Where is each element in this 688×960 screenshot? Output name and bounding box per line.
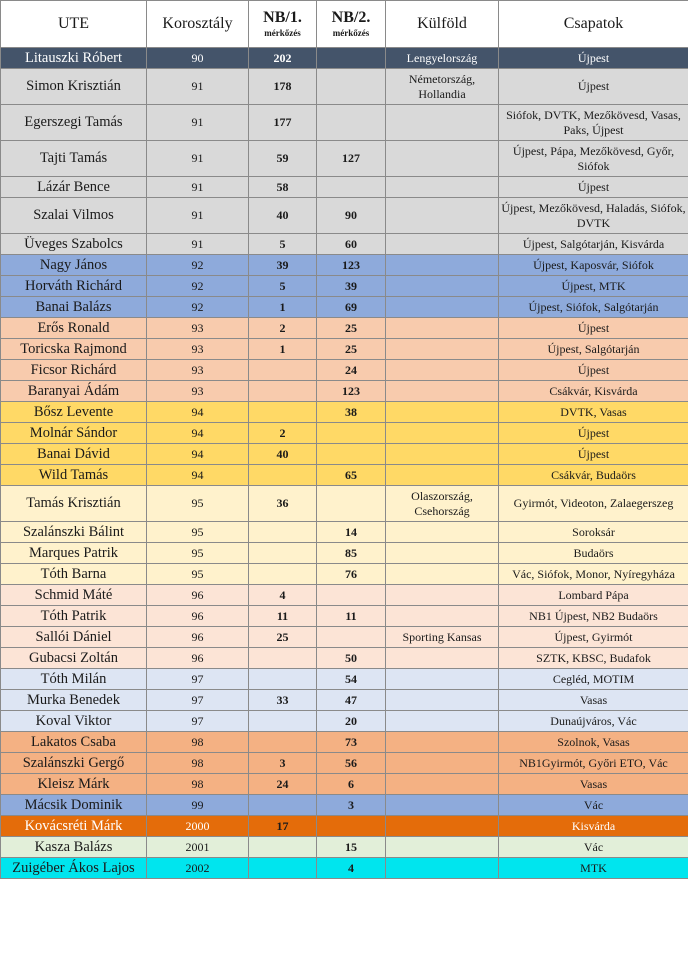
teams-list: Újpest: [499, 177, 688, 198]
nb1-matches: 5: [249, 234, 317, 255]
nb2-matches: 47: [317, 690, 386, 711]
abroad-clubs: [386, 105, 499, 141]
nb1-matches: 58: [249, 177, 317, 198]
nb2-matches: [317, 585, 386, 606]
table-row: [1, 423, 688, 444]
teams-list: Kisvárda: [499, 816, 688, 837]
table-row: [1, 141, 688, 177]
teams-list: Vác, Siófok, Monor, Nyíregyháza: [499, 564, 688, 585]
nb2-matches: 15: [317, 837, 386, 858]
birth-year: 96: [147, 606, 249, 627]
nb2-matches: 25: [317, 318, 386, 339]
nb2-matches: 39: [317, 276, 386, 297]
abroad-clubs: [386, 141, 499, 177]
teams-list: Dunaújváros, Vác: [499, 711, 688, 732]
nb2-matches: [317, 423, 386, 444]
player-name: Koval Viktor: [1, 711, 147, 732]
birth-year: 95: [147, 522, 249, 543]
header-ute: UTE: [1, 1, 147, 48]
abroad-clubs: [386, 339, 499, 360]
birth-year: 91: [147, 177, 249, 198]
nb1-matches: 59: [249, 141, 317, 177]
nb1-matches: 17: [249, 816, 317, 837]
teams-list: Soroksár: [499, 522, 688, 543]
header-nb2: [317, 1, 386, 48]
abroad-clubs: [386, 465, 499, 486]
teams-list: Újpest, Salgótarján, Kisvárda: [499, 234, 688, 255]
player-name: Litauszki Róbert: [1, 48, 147, 69]
birth-year: 94: [147, 402, 249, 423]
nb2-matches: 69: [317, 297, 386, 318]
nb2-matches: 11: [317, 606, 386, 627]
abroad-clubs: [386, 795, 499, 816]
table-row: [1, 543, 688, 564]
nb2-matches: 56: [317, 753, 386, 774]
abroad-clubs: [386, 690, 499, 711]
nb2-matches: [317, 444, 386, 465]
teams-list: Gyirmót, Videoton, Zalaegerszeg: [499, 486, 688, 522]
abroad-clubs: [386, 318, 499, 339]
abroad-clubs: [386, 234, 499, 255]
teams-list: Újpest: [499, 318, 688, 339]
nb2-matches: 65: [317, 465, 386, 486]
abroad-clubs: [386, 360, 499, 381]
table-row: [1, 402, 688, 423]
nb1-matches: 25: [249, 627, 317, 648]
nb1-matches: 40: [249, 444, 317, 465]
nb2-matches: 24: [317, 360, 386, 381]
player-name: Banai Dávid: [1, 444, 147, 465]
player-name: Erős Ronald: [1, 318, 147, 339]
nb2-matches: [317, 816, 386, 837]
teams-list: Csákvár, Budaörs: [499, 465, 688, 486]
nb1-matches: [249, 381, 317, 402]
birth-year: 90: [147, 48, 249, 69]
player-name: Wild Tamás: [1, 465, 147, 486]
nb1-matches: [249, 858, 317, 879]
birth-year: 94: [147, 444, 249, 465]
table-row: [1, 360, 688, 381]
teams-list: NB1Gyirmót, Győri ETO, Vác: [499, 753, 688, 774]
abroad-clubs: [386, 522, 499, 543]
nb1-matches: [249, 837, 317, 858]
abroad-clubs: [386, 858, 499, 879]
player-name: Tamás Krisztián: [1, 486, 147, 522]
player-name: Marques Patrik: [1, 543, 147, 564]
birth-year: 91: [147, 141, 249, 177]
birth-year: 96: [147, 585, 249, 606]
teams-list: Újpest: [499, 444, 688, 465]
nb2-matches: 20: [317, 711, 386, 732]
player-name: Szalánszki Gergő: [1, 753, 147, 774]
abroad-clubs: [386, 837, 499, 858]
nb1-matches: [249, 465, 317, 486]
table-row: [1, 465, 688, 486]
birth-year: 2001: [147, 837, 249, 858]
nb2-matches: 38: [317, 402, 386, 423]
abroad-clubs: [386, 774, 499, 795]
nb1-matches: 11: [249, 606, 317, 627]
nb2-matches: [317, 627, 386, 648]
nb1-matches: 24: [249, 774, 317, 795]
birth-year: 92: [147, 276, 249, 297]
player-name: Szalánszki Bálint: [1, 522, 147, 543]
player-name: Lázár Bence: [1, 177, 147, 198]
player-name: Tóth Barna: [1, 564, 147, 585]
teams-list: Vác: [499, 795, 688, 816]
teams-list: Siófok, DVTK, Mezőkövesd, Vasas, Paks, Újpest: [499, 105, 688, 141]
abroad-clubs: [386, 276, 499, 297]
nb1-matches: 1: [249, 297, 317, 318]
teams-list: Cegléd, MOTIM: [499, 669, 688, 690]
player-name: Schmid Máté: [1, 585, 147, 606]
table-row: [1, 795, 688, 816]
player-name: Simon Krisztián: [1, 69, 147, 105]
header-nb1: [249, 1, 317, 48]
nb2-matches: 90: [317, 198, 386, 234]
teams-list: Újpest, Kaposvár, Siófok: [499, 255, 688, 276]
header-nb1-label: NB/1.: [263, 9, 302, 26]
teams-list: Vasas: [499, 774, 688, 795]
header-nb2-label: NB/2.: [331, 9, 371, 26]
nb2-matches: 60: [317, 234, 386, 255]
abroad-clubs: [386, 423, 499, 444]
player-name: Nagy János: [1, 255, 147, 276]
teams-list: Újpest: [499, 360, 688, 381]
nb2-matches: 76: [317, 564, 386, 585]
player-name: Horváth Richárd: [1, 276, 147, 297]
nb1-matches: 4: [249, 585, 317, 606]
table-row: [1, 381, 688, 402]
abroad-clubs: [386, 177, 499, 198]
player-name: Murka Benedek: [1, 690, 147, 711]
birth-year: 91: [147, 234, 249, 255]
table-row: [1, 648, 688, 669]
nb1-matches: [249, 564, 317, 585]
nb1-matches: 202: [249, 48, 317, 69]
nb2-matches: [317, 48, 386, 69]
teams-list: SZTK, KBSC, Budafok: [499, 648, 688, 669]
birth-year: 93: [147, 318, 249, 339]
teams-list: Újpest: [499, 69, 688, 105]
nb1-matches: 177: [249, 105, 317, 141]
birth-year: 92: [147, 297, 249, 318]
abroad-clubs: [386, 297, 499, 318]
table-row: [1, 858, 688, 879]
abroad-clubs: Németország, Hollandia: [386, 69, 499, 105]
nb1-matches: 2: [249, 318, 317, 339]
table-row: [1, 276, 688, 297]
birth-year: 91: [147, 69, 249, 105]
teams-list: Újpest, Gyirmót: [499, 627, 688, 648]
nb2-matches: 73: [317, 732, 386, 753]
teams-list: Újpest, Salgótarján: [499, 339, 688, 360]
teams-list: Újpest, Siófok, Salgótarján: [499, 297, 688, 318]
birth-year: 95: [147, 486, 249, 522]
birth-year: 94: [147, 465, 249, 486]
table-row: [1, 486, 688, 522]
table-row: [1, 837, 688, 858]
player-name: Szalai Vilmos: [1, 198, 147, 234]
birth-year: 95: [147, 564, 249, 585]
nb1-matches: 1: [249, 339, 317, 360]
nb2-matches: 4: [317, 858, 386, 879]
birth-year: 93: [147, 381, 249, 402]
birth-year: 97: [147, 669, 249, 690]
nb1-matches: [249, 648, 317, 669]
birth-year: 2002: [147, 858, 249, 879]
nb2-matches: 54: [317, 669, 386, 690]
table-row: [1, 198, 688, 234]
nb1-matches: 36: [249, 486, 317, 522]
nb1-matches: 5: [249, 276, 317, 297]
player-name: Tajti Tamás: [1, 141, 147, 177]
header-teams: Csapatok: [499, 1, 688, 48]
table-row: [1, 690, 688, 711]
teams-list: Újpest, Mezőkövesd, Haladás, Siófok, DVTK: [499, 198, 688, 234]
abroad-clubs: Lengyelország: [386, 48, 499, 69]
teams-list: Újpest, Pápa, Mezőkövesd, Győr, Siófok: [499, 141, 688, 177]
table-row: [1, 444, 688, 465]
table-row: [1, 297, 688, 318]
birth-year: 2000: [147, 816, 249, 837]
teams-list: Újpest: [499, 48, 688, 69]
birth-year: 98: [147, 732, 249, 753]
birth-year: 99: [147, 795, 249, 816]
nb1-matches: 39: [249, 255, 317, 276]
birth-year: 95: [147, 543, 249, 564]
table-row: [1, 339, 688, 360]
header-nb1-sub: mérkőzés: [264, 28, 301, 38]
player-name: Kovácsréti Márk: [1, 816, 147, 837]
birth-year: 96: [147, 648, 249, 669]
nb2-matches: 123: [317, 381, 386, 402]
abroad-clubs: [386, 402, 499, 423]
player-name: Sallói Dániel: [1, 627, 147, 648]
table-row: [1, 105, 688, 141]
abroad-clubs: Olaszország, Csehország: [386, 486, 499, 522]
abroad-clubs: [386, 444, 499, 465]
nb2-matches: [317, 105, 386, 141]
player-name: Mácsik Dominik: [1, 795, 147, 816]
nb2-matches: 123: [317, 255, 386, 276]
table-row: [1, 732, 688, 753]
table-body: [1, 48, 688, 879]
player-name: Kleisz Márk: [1, 774, 147, 795]
birth-year: 92: [147, 255, 249, 276]
nb2-matches: 85: [317, 543, 386, 564]
abroad-clubs: [386, 732, 499, 753]
nb1-matches: [249, 402, 317, 423]
player-name: Zuigéber Ákos Lajos: [1, 858, 147, 879]
teams-list: MTK: [499, 858, 688, 879]
birth-year: 98: [147, 753, 249, 774]
table-row: [1, 522, 688, 543]
teams-list: Vasas: [499, 690, 688, 711]
nb2-matches: [317, 69, 386, 105]
birth-year: 98: [147, 774, 249, 795]
abroad-clubs: [386, 198, 499, 234]
table-row: [1, 177, 688, 198]
player-name: Baranyai Ádám: [1, 381, 147, 402]
table-row: [1, 234, 688, 255]
birth-year: 93: [147, 339, 249, 360]
abroad-clubs: [386, 564, 499, 585]
abroad-clubs: [386, 816, 499, 837]
nb2-matches: 3: [317, 795, 386, 816]
abroad-clubs: [386, 381, 499, 402]
teams-list: Újpest, MTK: [499, 276, 688, 297]
player-name: Egerszegi Tamás: [1, 105, 147, 141]
table-row: [1, 816, 688, 837]
birth-year: 91: [147, 105, 249, 141]
player-name: Lakatos Csaba: [1, 732, 147, 753]
nb1-matches: 2: [249, 423, 317, 444]
nb2-matches: 50: [317, 648, 386, 669]
teams-list: Budaörs: [499, 543, 688, 564]
abroad-clubs: [386, 606, 499, 627]
teams-list: Csákvár, Kisvárda: [499, 381, 688, 402]
teams-list: Újpest: [499, 423, 688, 444]
nb1-matches: 3: [249, 753, 317, 774]
birth-year: 93: [147, 360, 249, 381]
table-row: [1, 48, 688, 69]
abroad-clubs: [386, 753, 499, 774]
header-age-group: Korosztály: [147, 1, 249, 48]
nb2-matches: 127: [317, 141, 386, 177]
abroad-clubs: [386, 543, 499, 564]
player-name: Kasza Balázs: [1, 837, 147, 858]
nb2-matches: [317, 486, 386, 522]
nb1-matches: [249, 669, 317, 690]
table-row: [1, 564, 688, 585]
abroad-clubs: [386, 585, 499, 606]
abroad-clubs: [386, 255, 499, 276]
table-row: [1, 606, 688, 627]
header-row: [1, 1, 688, 48]
player-name: Toricska Rajmond: [1, 339, 147, 360]
nb2-matches: 6: [317, 774, 386, 795]
player-name: Üveges Szabolcs: [1, 234, 147, 255]
birth-year: 94: [147, 423, 249, 444]
player-name: Ficsor Richárd: [1, 360, 147, 381]
player-name: Molnár Sándor: [1, 423, 147, 444]
table-row: [1, 669, 688, 690]
birth-year: 97: [147, 690, 249, 711]
table-row: [1, 774, 688, 795]
nb1-matches: [249, 795, 317, 816]
header-abroad: Külföld: [386, 1, 499, 48]
player-name: Bősz Levente: [1, 402, 147, 423]
nb1-matches: [249, 360, 317, 381]
nb1-matches: 33: [249, 690, 317, 711]
table-row: [1, 69, 688, 105]
table-row: [1, 627, 688, 648]
birth-year: 91: [147, 198, 249, 234]
abroad-clubs: Sporting Kansas: [386, 627, 499, 648]
nb2-matches: 14: [317, 522, 386, 543]
nb2-matches: 25: [317, 339, 386, 360]
header-nb2-sub: mérkőzés: [332, 28, 370, 38]
birth-year: 96: [147, 627, 249, 648]
abroad-clubs: [386, 648, 499, 669]
teams-list: DVTK, Vasas: [499, 402, 688, 423]
nb2-matches: [317, 177, 386, 198]
nb1-matches: [249, 543, 317, 564]
birth-year: 97: [147, 711, 249, 732]
abroad-clubs: [386, 669, 499, 690]
teams-list: Szolnok, Vasas: [499, 732, 688, 753]
table-row: [1, 753, 688, 774]
nb1-matches: [249, 522, 317, 543]
table-row: [1, 711, 688, 732]
nb1-matches: [249, 711, 317, 732]
teams-list: Lombard Pápa: [499, 585, 688, 606]
table-row: [1, 585, 688, 606]
player-name: Tóth Milán: [1, 669, 147, 690]
nb1-matches: 40: [249, 198, 317, 234]
nb1-matches: 178: [249, 69, 317, 105]
teams-list: Vác: [499, 837, 688, 858]
table-row: [1, 318, 688, 339]
table-row: [1, 255, 688, 276]
abroad-clubs: [386, 711, 499, 732]
nb1-matches: [249, 732, 317, 753]
teams-list: NB1 Újpest, NB2 Budaörs: [499, 606, 688, 627]
player-name: Gubacsi Zoltán: [1, 648, 147, 669]
player-name: Banai Balázs: [1, 297, 147, 318]
player-name: Tóth Patrik: [1, 606, 147, 627]
